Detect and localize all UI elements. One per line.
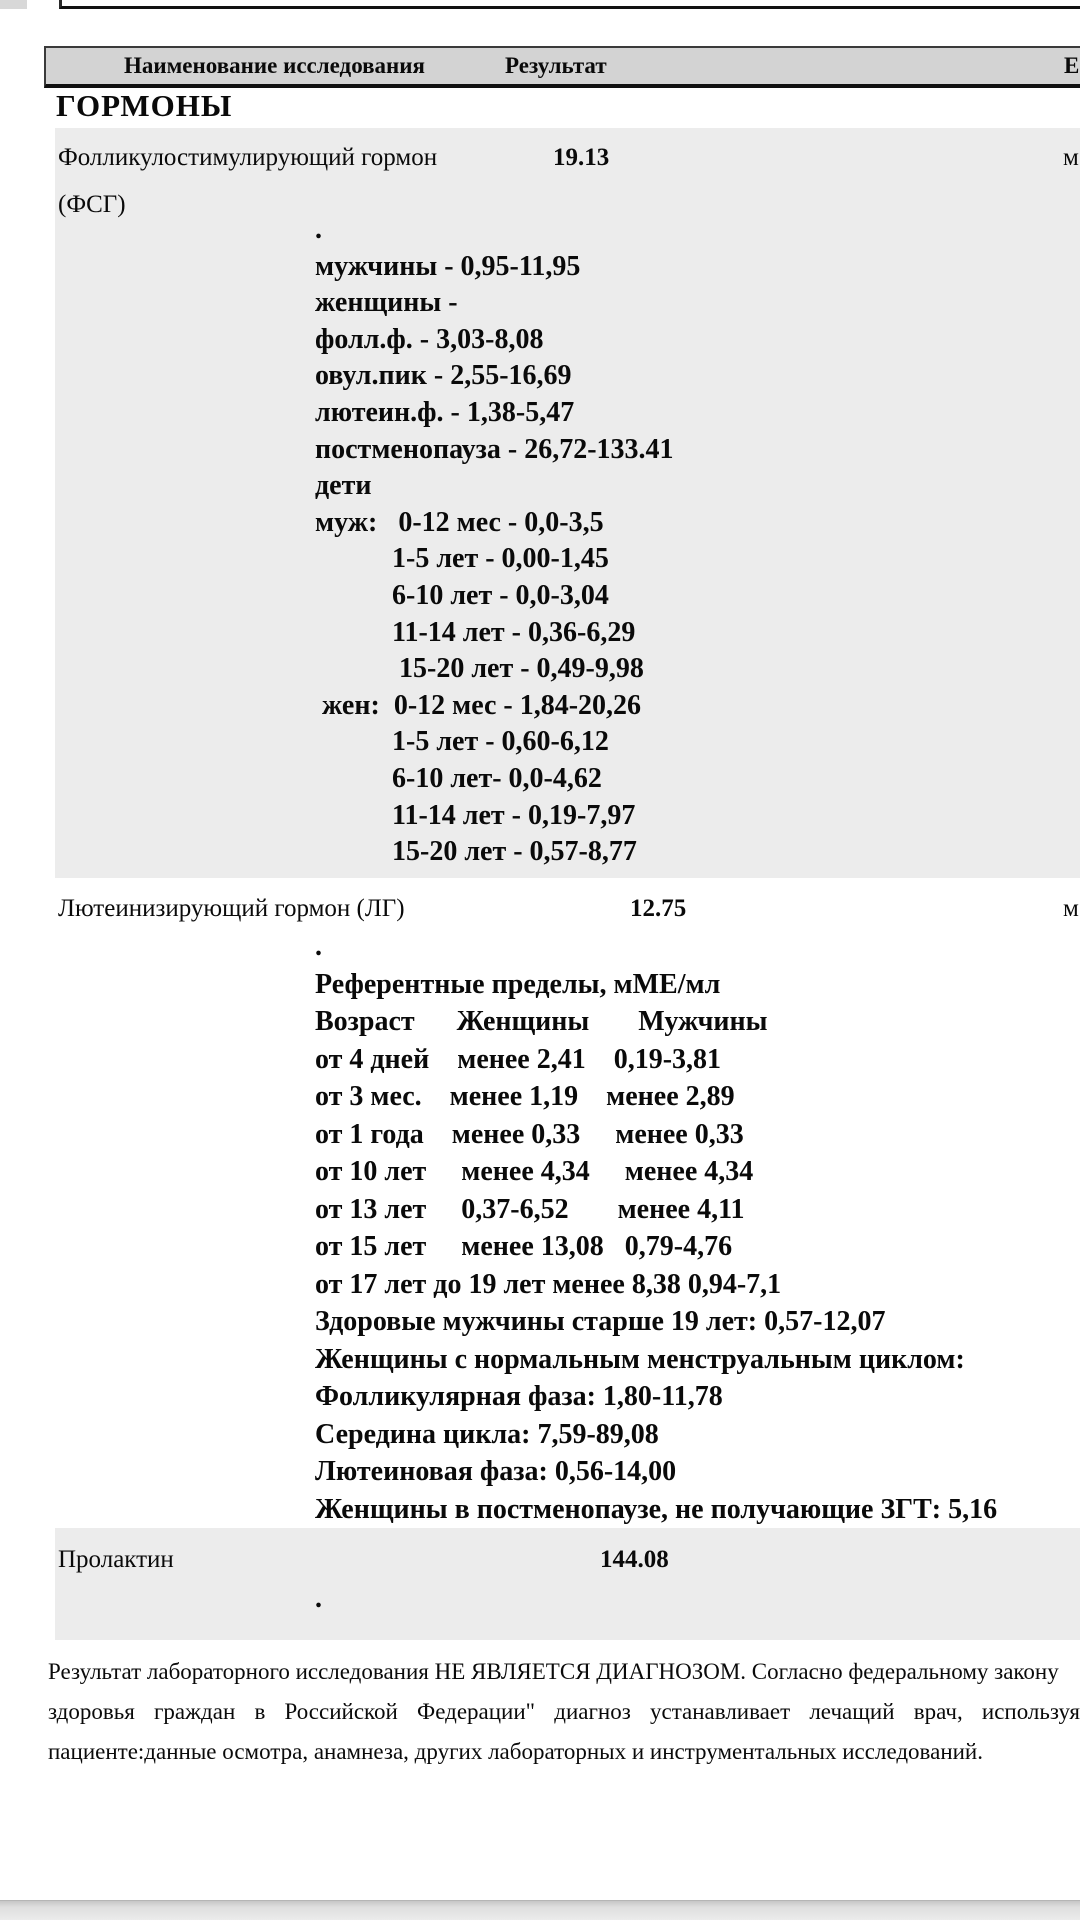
result-value-prolactin: 144.08 — [600, 1546, 669, 1573]
table-row-fsh — [55, 128, 1080, 878]
table-header-row — [44, 46, 1080, 88]
reference-line: от 13 лет 0,37-6,52 менее 4,11 — [315, 1193, 745, 1225]
reference-line: постменопауза - 26,72-133.41 — [315, 433, 674, 465]
reference-line: от 3 мес. менее 1,19 менее 2,89 — [315, 1081, 735, 1112]
analyte-name-line1: Пролактин — [58, 1546, 174, 1573]
reference-line: Фолликулярная фаза: 1,80-11,78 — [315, 1381, 723, 1412]
column-header-name: Наименование исследования — [124, 53, 425, 78]
reference-line: мужчины - 0,95-11,95 — [315, 250, 581, 282]
reference-line: 6-10 лет- 0,0-4,62 — [315, 762, 602, 794]
reference-line: лютеин.ф. - 1,38-5,47 — [315, 396, 575, 428]
disclaimer-line2: здоровья граждан в Российской Федерации" диагноз устанавливает лечащий врач, используя — [48, 1699, 1080, 1724]
result-value-lh: 12.75 — [630, 895, 687, 922]
table-row-lh — [55, 878, 1080, 1528]
reference-line: . — [315, 931, 322, 962]
reference-line: овул.пик - 2,55-16,69 — [315, 360, 572, 392]
reference-line: муж: 0-12 мес - 0,0-3,5 — [315, 506, 604, 538]
result-value-fsh: 19.13 — [553, 144, 610, 171]
reference-ranges-prolactin — [315, 1580, 322, 1617]
table-row-prolactin — [55, 1528, 1080, 1640]
reference-ranges-fsh — [315, 212, 674, 871]
top-left-shade — [0, 0, 27, 9]
reference-line: Возраст Женщины Мужчины — [315, 1006, 768, 1037]
reference-line: 15-20 лет - 0,57-8,77 — [315, 836, 637, 868]
reference-line: . — [315, 214, 322, 245]
reference-line: Женщины с нормальным менструальным циклом: — [315, 1343, 965, 1375]
reference-line: 1-5 лет - 0,00-1,45 — [315, 543, 609, 575]
reference-line: Середина цикла: 7,59-89,08 — [315, 1418, 659, 1450]
reference-line: 1-5 лет - 0,60-6,12 — [315, 726, 609, 758]
reference-line: 11-14 лет - 0,19-7,97 — [315, 799, 636, 831]
reference-line: Здоровые мужчины старше 19 лет: 0,57-12,07 — [315, 1306, 886, 1337]
reference-line: от 4 дней менее 2,41 0,19-3,81 — [315, 1043, 722, 1075]
disclaimer-line1: Результат лабораторного исследования НЕ ЯВЛЯЕТСЯ ДИАГНОЗОМ. Согласно федеральному закону — [48, 1659, 1059, 1684]
reference-line: от 1 года менее 0,33 менее 0,33 — [315, 1118, 744, 1150]
reference-line: 11-14 лет - 0,36-6,29 — [315, 616, 636, 648]
analyte-name-prolactin — [58, 1536, 174, 1583]
reference-line: от 10 лет менее 4,34 менее 4,34 — [315, 1156, 754, 1187]
analyte-name-lh — [58, 885, 405, 932]
reference-line: фолл.ф. - 3,03-8,08 — [315, 323, 544, 355]
reference-line: жен: 0-12 мес - 1,84-20,26 — [315, 689, 642, 721]
reference-line: 6-10 лет - 0,0-3,04 — [315, 579, 609, 611]
analyte-name-line2: (ФСГ) — [58, 191, 126, 218]
reference-line: дети — [315, 470, 372, 502]
disclaimer-line3: пациенте:данные осмотра, анамнеза, других лабораторных и инструментальных исследований. — [48, 1739, 983, 1764]
column-header-result: Результат — [505, 53, 607, 78]
reference-ranges-lh — [315, 928, 997, 1528]
unit-fragment-lh: м — [1063, 895, 1079, 922]
unit-fragment-fsh: м — [1063, 144, 1079, 171]
reference-line: . — [315, 1583, 322, 1614]
section-title-hormones: ГОРМОНЫ — [56, 88, 233, 123]
reference-line: от 17 лет до 19 лет менее 8,38 0,94-7,1 — [315, 1268, 782, 1300]
reference-line: женщины - — [315, 287, 458, 319]
reference-line: от 15 лет менее 13,08 0,79-4,76 — [315, 1231, 733, 1262]
reference-line: Референтные пределы, мМЕ/мл — [315, 968, 721, 1000]
analyte-name-line1: Фолликулостимулирующий гормон — [58, 144, 438, 171]
bottom-app-bar — [0, 1900, 1080, 1920]
reference-line: Женщины в постменопаузе, не получающие ЗГТ: 5,16 — [315, 1493, 998, 1525]
disclaimer-paragraph — [48, 1652, 1080, 1772]
reference-line: 15-20 лет - 0,49-9,98 — [315, 653, 644, 685]
column-header-unit-fragment: Е — [1064, 53, 1080, 78]
analyte-name-line1: Лютеинизирующий гормон (ЛГ) — [58, 895, 405, 922]
reference-line: Лютеиновая фаза: 0,56-14,00 — [315, 1456, 677, 1487]
previous-table-border — [59, 0, 1080, 9]
